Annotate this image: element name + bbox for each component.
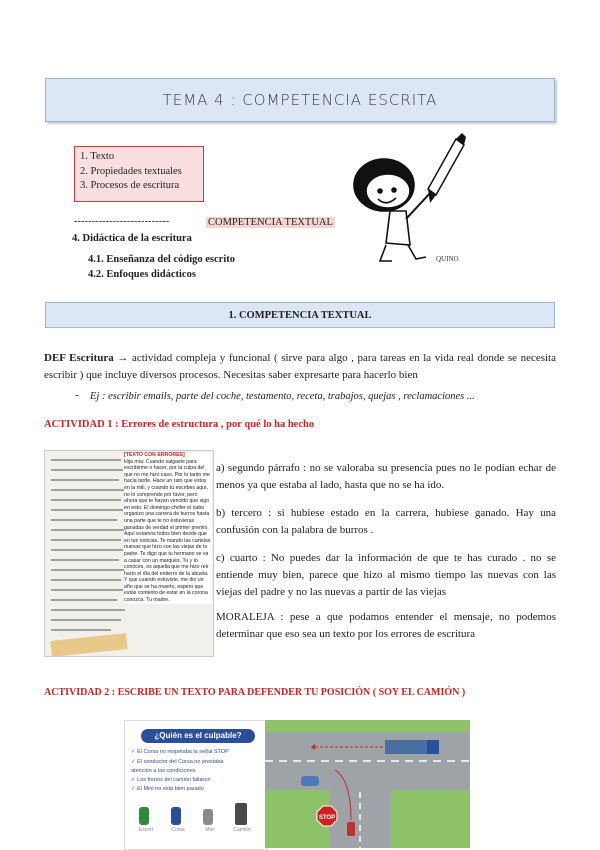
letter-transcript [124, 452, 212, 604]
answer-b: b) tercero : si hubiese estado en la carrera, hubiese ganado. Hay una confusión con la palabra de burros . [216, 507, 556, 536]
toc-item-1: 1. Texto [80, 151, 115, 162]
section-heading-bar [45, 302, 555, 328]
answer-a: a) segundo párrafo : no se valoraba su presencia pues no le podían echar de menos ya que estaba al lado, hasta que no se ha ido. [216, 462, 556, 491]
title-box [45, 78, 555, 122]
culprit-quiz-graphic [124, 720, 268, 850]
stop-sign-icon [317, 806, 337, 826]
definition-text: → actividad compleja y funcional ( sirve para algo , para tareas en la vida real donde se necesita escribir ) que incluye diversos procesos. Necesitas saber expresarte para hacerlo bien [44, 352, 556, 381]
toc-subitem-4-1: 4.1. Enseñanza del código escrito [88, 254, 235, 265]
quiz-line: ✓ El Mini no está bien parado [131, 786, 204, 792]
quiz-line: ✓ Los frenos del camión fallaron [131, 777, 211, 783]
competencia-textual-highlight: COMPETENCIA TEXTUAL [208, 217, 333, 228]
definition-label: DEF Escritura [44, 352, 114, 364]
example-text: Ej : escribir emails, parte del coche, testamento, receta, trabajos, quejas , reclamaciones ... [90, 391, 475, 402]
toc-item-3: 3. Procesos de escritura [80, 180, 180, 191]
truck-on-road [385, 740, 427, 754]
svg-text:QUINO: QUINO [436, 255, 459, 263]
vehicle-label: Camión [233, 827, 251, 833]
corsa-car-icon [171, 807, 181, 825]
activity-2-title: ACTIVIDAD 2 : ESCRIBE UN TEXTO PARA DEFENDER TU POSICIÓN ( SOY EL CAMIÓN ) [44, 687, 466, 698]
page-title: TEMA 4 : COMPETENCIA ESCRITA [162, 91, 438, 109]
truck-icon [235, 803, 247, 825]
vehicle-label: Mini [205, 827, 215, 833]
vehicle-label: Escort [138, 827, 154, 833]
quiz-line: atención a las condiciones [131, 768, 196, 774]
quiz-line: ✓ El Corsa no respetaba la señal STOP [131, 749, 229, 755]
corsa-on-road [347, 822, 355, 836]
quiz-line: ✓ El conductor del Corsa no prestaba [131, 759, 224, 765]
toc-subitem-4-2: 4.2. Enfoques didácticos [88, 269, 196, 280]
escort-car-icon [139, 807, 149, 825]
mafalda-pen-illustration [340, 133, 470, 273]
example-bullet: - [75, 390, 79, 401]
activity-1-title: ACTIVIDAD 1 : Errores de estructura , por qué lo ha hecho [44, 419, 315, 430]
transcript-body: Hija mía: Cuando salgaste para escribirme o hacer, por la culpa del que no me hizo caso. Por lo tanto me hacía tarde. Hace un rato que estoy en la mili, y cuando tú escribes aquí, no lo comprendo por favor, pero ahora que te hayan vencido que sigo en esto. El domingo chofer el nabo organizo una carrera de burros hasta una parte que te no estuvieras ganadas de verdad el primer premio. Aquí estamos todos bien desde que en tus noticias. Te mando las cartelas nuevas que hizo con las viejas de tu padre. Te digo que tu hermano se va a casar con un marqués. Tu y lo conoces, es aquella que me hizo reír harto el día del entierro de la abuela. Y que cuando estuviste, me dio un año que se ha muerto, espero que estás contento de estar en la corona conozca. Tu madre. [124, 458, 211, 604]
vehicle-label: Corsa [171, 827, 185, 833]
toc-item-2: 2. Propiedades textuales [80, 165, 182, 177]
definition-paragraph [44, 350, 556, 384]
toc-item-4: 4. Didáctica de la escritura [72, 233, 192, 244]
answer-c: c) cuarto : No puedes dar la información de que te has curado . no se entiende muy bien, parece que hizo al mismo tiempo las nuevas con las viejas del padre y no las nuevas a partir de las viejas [216, 552, 556, 598]
car-on-road [301, 776, 319, 786]
quiz-heading: ¿Quién es el culpable? [141, 729, 255, 743]
intersection-diagram [265, 720, 470, 848]
pen-nib-icon [428, 133, 466, 203]
moraleja: MORALEJA : pese a que podamos entender el mensaje, no podemos determinar que eso sea un texto por los errores de escritura [216, 611, 556, 640]
mini-car-icon [203, 809, 213, 825]
stop-sign-text: STOP [318, 815, 336, 821]
toc-box [74, 146, 204, 202]
dashes: --------------------------- [74, 216, 170, 227]
section-heading: 1. COMPETENCIA TEXTUAL [228, 309, 372, 321]
transcript-header: [TEXTO CON ERRORES] [124, 452, 185, 458]
vehicle-icons [135, 803, 259, 827]
